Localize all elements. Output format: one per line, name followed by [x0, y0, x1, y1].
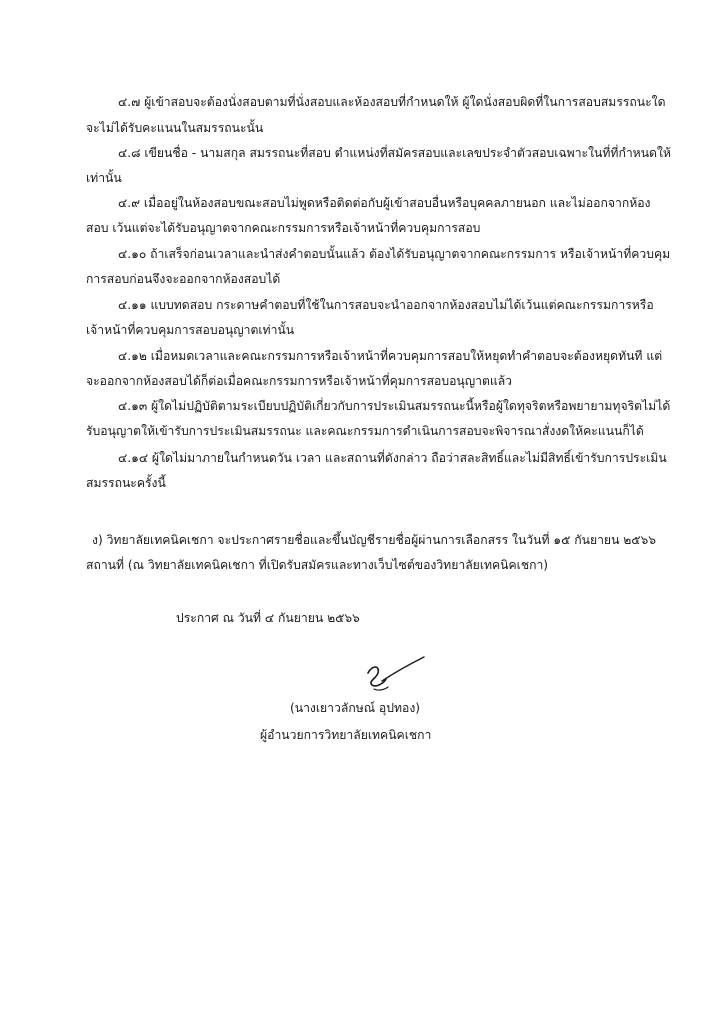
announce-date: ประกาศ ณ วันที่ ๔ กันยายน ๒๕๖๖ [176, 611, 360, 625]
item-4-10-line-2: การสอบก่อนจึงจะออกจากห้องสอบได้ [86, 272, 281, 286]
item-4-11-line-2: เจ้าหน้าที่ควบคุมการสอบอนุญาตเท่านั้น [86, 323, 295, 337]
item-4-14-line-2: สมรรถนะครั้งนี้ [86, 476, 166, 490]
item-4-12-line-2: จะออกจากห้องสอบได้ก็ต่อเมื่อคณะกรรมการหรือเจ้าหน้าที่คุมการสอบอนุญาตแล้ว [86, 374, 513, 388]
section-ng-line-2: สถานที่ (ณ วิทยาลัยเทคนิคเชกา ที่เปิดรับสมัครและทางเว็บไซต์ของวิทยาลัยเทคนิคเชกา) [86, 558, 549, 572]
signature-mark [360, 655, 430, 695]
signer-name: (นางเยาวลักษณ์ อุปทอง) [290, 701, 421, 715]
item-4-14-line-1: ๔.๑๔ ผู้ใดไม่มาภายในกำหนดวัน เวลา และสถานที่ดังกล่าว ถือว่าสละสิทธิ์และไม่มีสิทธิ์เข้ารับการประเมิน [118, 451, 667, 465]
item-4-7-line-1: ๔.๗ ผู้เข้าสอบจะต้องนั่งสอบตามที่นั่งสอบและห้องสอบที่กำหนดให้ ผู้ใดนั่งสอบผิดที่ในการสอบสมรรถนะใด [118, 95, 666, 109]
item-4-10-line-1: ๔.๑๐ ถ้าเสร็จก่อนเวลาและนำส่งคำตอบนั้นแล้ว ต้องได้รับอนุญาตจากคณะกรรมการ หรือเจ้าหน้าที่ควบคุม [118, 247, 671, 261]
item-4-9-line-2: สอบ เว้นแต่จะได้รับอนุญาตจากคณะกรรมการหรือเจ้าหน้าที่ควบคุมการสอบ [86, 221, 481, 235]
signer-position: ผู้อำนวยการวิทยาลัยเทคนิคเชกา [260, 728, 432, 742]
item-4-8-line-1: ๔.๘ เขียนชื่อ - นามสกุล สมรรถนะที่สอบ ตำแหน่งที่สมัครสอบและเลขประจำตัวสอบเฉพาะในที่ที่กำหนดให้ [118, 146, 671, 160]
item-4-13-line-2: รับอนุญาตให้เข้ารับการประเมินสมรรถนะ และคณะกรรมการดำเนินการสอบจะพิจารณาสั่งงดให้คะแนนก็ได้ [86, 424, 644, 438]
item-4-7-line-2: จะไม่ได้รับคะแนนในสมรรถนะนั้น [86, 121, 264, 135]
item-4-11-line-1: ๔.๑๑ แบบทดสอบ กระดาษคำตอบที่ใช้ในการสอบจะนำออกจากห้องสอบไม่ได้เว้นแต่คณะกรรมการหรือ [118, 298, 654, 312]
item-4-12-line-1: ๔.๑๒ เมื่อหมดเวลาและคณะกรรมการหรือเจ้าหน้าที่ควบคุมการสอบให้หยุดทำคำตอบจะต้องหยุดทันที แต่ [118, 349, 663, 363]
item-4-8-line-2: เท่านั้น [86, 171, 122, 185]
section-ng-line-1: ง) วิทยาลัยเทคนิคเชกา จะประกาศรายชื่อและขึ้นบัญชีรายชื่อผู้ผ่านการเลือกสรร ในวันที่ ๑๕ กันยายน ๒๕๖๖ [92, 533, 656, 547]
item-4-9-line-1: ๔.๙ เมื่ออยู่ในห้องสอบขณะสอบไม่พูดหรือติดต่อกับผู้เข้าสอบอื่นหรือบุคคลภายนอก และไม่ออกจากห้อง [118, 196, 651, 210]
item-4-13-line-1: ๔.๑๓ ผู้ใดไม่ปฏิบัติตามระเบียบปฏิบัติเกี่ยวกับการประเมินสมรรถนะนี้หรือผู้ใดทุจริตหรือพยายามทุจริตไม่ได้ [118, 399, 671, 413]
